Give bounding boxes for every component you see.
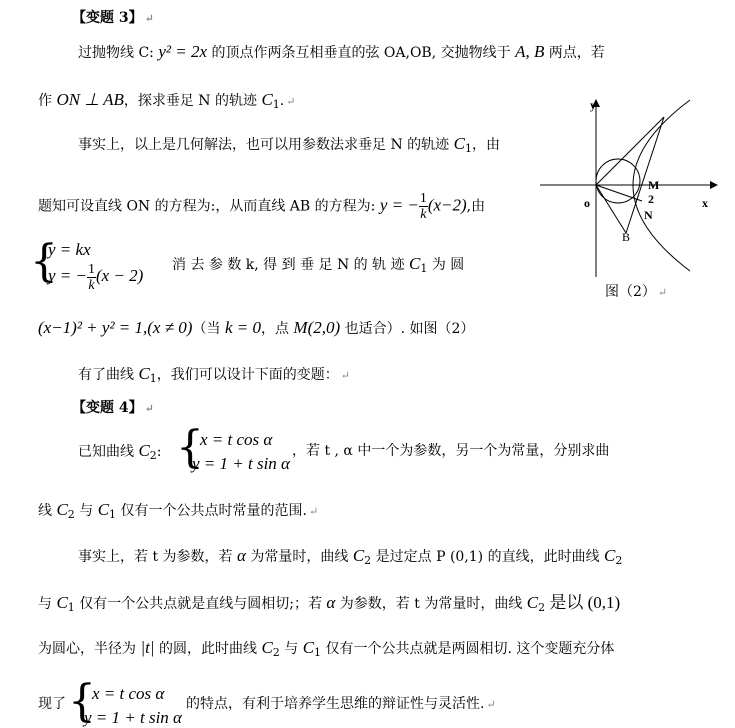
label-x: x (702, 196, 708, 210)
paragraph-9: 线 $C_2$ 与 $C_1$ 仅有一个公共点时常量的范围. ↵ (38, 500, 319, 521)
paragraph-2: 作 ON ⊥ AB，探求垂足 N 的轨迹 $C_1$. ↵ (38, 90, 296, 111)
paragraph-1: 过抛物线 C: y² = 2x 的顶点作两条互相垂直的弦 OA,OB, 交抛物线于 A, B 两点，若 (78, 42, 605, 61)
perpendicular-on (596, 185, 642, 201)
fraction-1-over-k: $\frac{1}{k}$ (419, 191, 427, 222)
paragraph-13-prefix: 现了 (38, 696, 66, 712)
paragraph-10: 事实上，若 t 为参数，若 α 为常量时，曲线 $C_2$ 是过定点 P (0,1) 的直线，此时曲线 $C_2$ (78, 546, 623, 567)
paragraph-3: 事实上，以上是几何解法，也可以用参数法求垂足 N 的轨迹 $C_1$，由 (78, 134, 500, 155)
x-axis-arrow (710, 181, 718, 189)
figure-2-diagram (538, 95, 718, 280)
paragraph-7: 有了曲线 $C_1$，我们可以设计下面的变题： ↵ (78, 364, 351, 385)
label-m: M (648, 178, 660, 192)
chord-ob (596, 185, 626, 233)
fraction-1-over-k-2: $\frac{1}{k}$ (88, 262, 95, 293)
paragraph-8-prefix: 已知曲线 $C_2$: (78, 441, 162, 462)
paragraph-8: ，若 t , α 中一个为参数，另一个为常量，分别求曲 (292, 443, 610, 459)
label-o: o (584, 196, 590, 210)
left-brace-2: { (176, 422, 204, 473)
paragraph-4: 题知可设直线 ON 的方程为:，从而直线 AB 的方程为: y = − $\frac{1}{k}$ (x−2),由 (38, 191, 486, 222)
paragraph-11: 与 $C_1$ 仅有一个公共点就是直线与圆相切;；若 α 为参数，若 t 为常量时，曲线 $C_2$ 是以 (0,1) (38, 593, 621, 614)
figure-caption: 图（2） ↵ (605, 284, 668, 300)
heading-variant-4: 【变题 4】 ↵ (72, 400, 154, 416)
left-brace-1: { (30, 236, 58, 287)
chord-oa (596, 117, 664, 185)
label-b: B (622, 230, 631, 244)
label-n: N (644, 208, 653, 222)
paragraph-13: 的特点，有利于培养学生思维的辩证性与灵活性. ↵ (186, 696, 496, 712)
paragraph-5: 消 去 参 数 k, 得 到 垂 足 N 的 轨 迹 $C_1$ 为 圆 (172, 254, 465, 275)
paragraph-12: 为圆心，半径为 |t| 的圆，此时曲线 $C_2$ 与 $C_1$ 仅有一个公共点就是两圆相切. 这个变题充分体 (38, 638, 615, 659)
paragraph-6: (x−1)² + y² = 1,(x ≠ 0)（当 k = 0，点 M(2,0) 也适合）. 如图（2） (38, 318, 475, 337)
left-brace-3: { (68, 676, 96, 727)
heading-variant-3: 【变题 3】 ↵ (72, 10, 154, 26)
label-2: 2 (648, 192, 654, 206)
label-y: y (590, 98, 596, 112)
